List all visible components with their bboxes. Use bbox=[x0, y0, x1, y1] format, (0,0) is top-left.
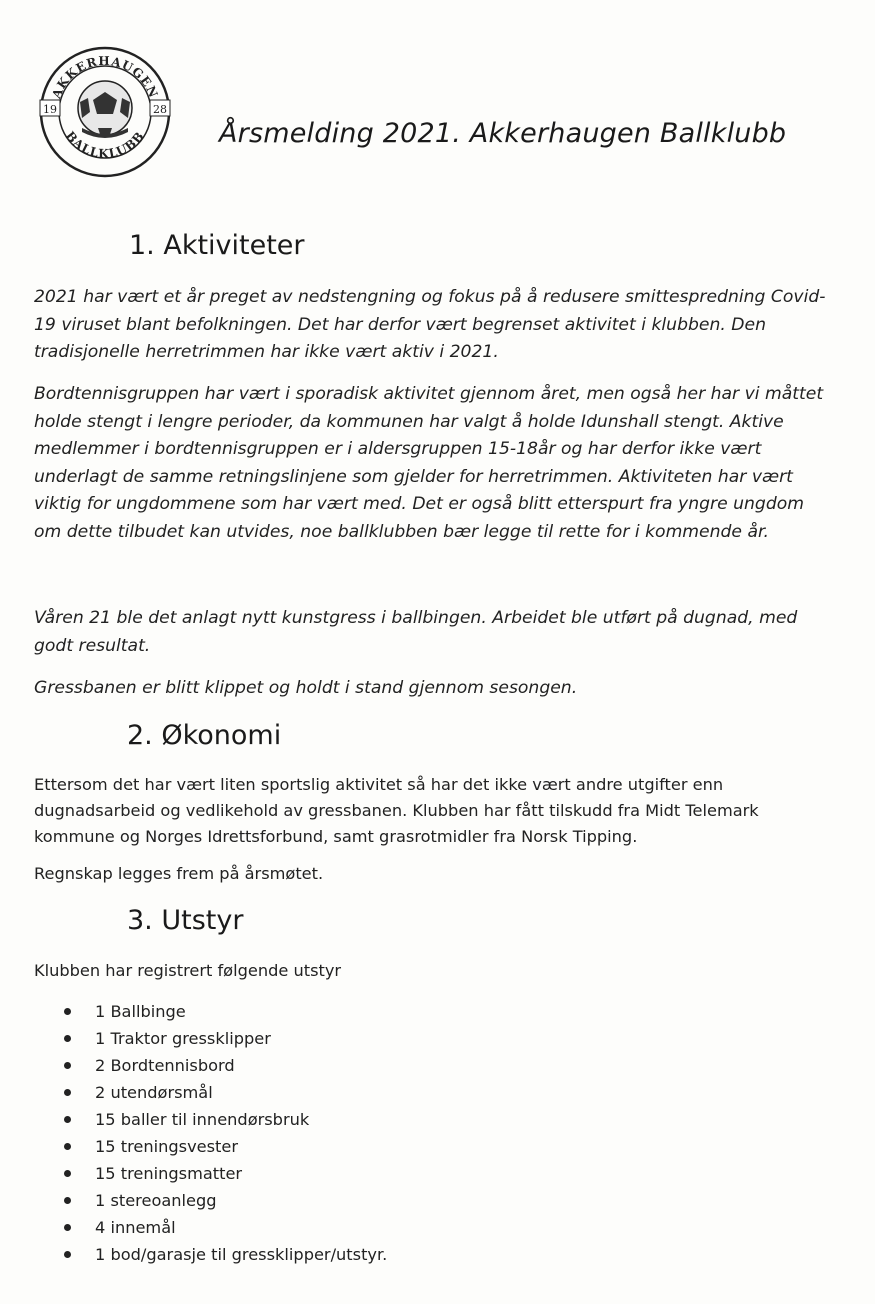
equipment-list bbox=[0, 998, 387, 1268]
list-item bbox=[0, 1160, 387, 1187]
list-item-label: 1 bod/garasje til gressklipper/utstyr. bbox=[95, 1245, 388, 1264]
list-item bbox=[0, 1133, 387, 1160]
section-heading-utstyr: 3. Utstyr bbox=[127, 905, 244, 936]
paragraph-kunstgress: Våren 21 ble det anlagt nytt kunstgress i ballbingen. Arbeidet ble utført på dugnad, med godt resultat. bbox=[34, 608, 798, 656]
section-heading-aktiviteter: 1. Aktiviteter bbox=[129, 230, 305, 261]
football-icon bbox=[78, 81, 132, 138]
list-item bbox=[0, 1052, 387, 1079]
club-logo bbox=[30, 40, 180, 180]
paragraph-economy: Ettersom det har vært liten sportslig aktivitet så har det ikke vært andre utgifter enn dugnadsarbeid og vedlikehold av gressbanen. Klubben har fått tilskudd fra Midt Telemark kommune og Norges Idrettsforbund, samt grasrotmidler fra Norsk Tipping. bbox=[34, 775, 759, 846]
bullet-icon bbox=[64, 1224, 71, 1231]
list-item-label: 15 baller til innendørsbruk bbox=[95, 1110, 310, 1129]
paragraph-bordtennis: Bordtennisgruppen har vært i sporadisk aktivitet gjennom året, men også her har vi måttet holde stengt i lengre perioder, da kommunen har valgt å holde Idunshall stengt. Aktive medlemmer i bordtennisgruppen er i aldersgruppen 15-18år og har derfor ikke vært underlagt de samme retningslinjene som gjelder for herretrimmen. Aktiviteten har vært viktig for ungdommene som har vært med. Det er også blitt etterspurt fra yngre ungdom om dette tilbudet kan utvides, noe ballklubben bær legge til rette for i kommende år. bbox=[34, 384, 824, 542]
bullet-icon bbox=[64, 1089, 71, 1096]
list-item-label: 4 innemål bbox=[95, 1218, 176, 1237]
list-item bbox=[0, 1241, 387, 1268]
paragraph-regnskap: Regnskap legges frem på årsmøtet. bbox=[34, 864, 324, 883]
equipment-intro: Klubben har registrert følgende utstyr bbox=[34, 961, 342, 980]
list-item bbox=[0, 1106, 387, 1133]
list-item-label: 15 treningsvester bbox=[95, 1137, 239, 1156]
paragraph-covid: 2021 har vært et år preget av nedstengning og fokus på å redusere smittespredning Covid-19 viruset blant befolkningen. Det har derfor vært begrenset aktivitet i klubben. Den tradisjonelle herretrimmen har ikke vært aktiv i 2021. bbox=[34, 287, 826, 362]
list-item-label: 1 Ballbinge bbox=[95, 1002, 186, 1021]
paragraph-gressbane: Gressbanen er blitt klippet og holdt i stand gjennom sesongen. bbox=[34, 678, 578, 698]
section-heading-okonomi: 2. Økonomi bbox=[127, 720, 282, 751]
list-item-label: 2 Bordtennisbord bbox=[95, 1056, 235, 1075]
bullet-icon bbox=[64, 1008, 71, 1015]
bullet-icon bbox=[64, 1143, 71, 1150]
list-item bbox=[0, 1187, 387, 1214]
document-title: Årsmelding 2021. Akkerhaugen Ballklubb bbox=[219, 118, 787, 149]
bullet-icon bbox=[64, 1035, 71, 1042]
logo-bottom-text: BALLKLUBB bbox=[62, 128, 148, 161]
list-item-label: 15 treningsmatter bbox=[95, 1164, 243, 1183]
bullet-icon bbox=[64, 1197, 71, 1204]
bullet-icon bbox=[64, 1170, 71, 1177]
logo-year-left: 19 bbox=[43, 103, 57, 116]
list-item bbox=[0, 1214, 387, 1241]
bullet-icon bbox=[64, 1116, 71, 1123]
list-item-label: 1 stereoanlegg bbox=[95, 1191, 217, 1210]
bullet-icon bbox=[64, 1251, 71, 1258]
list-item bbox=[0, 1025, 387, 1052]
list-item-label: 1 Traktor gressklipper bbox=[95, 1029, 271, 1048]
logo-year-right: 28 bbox=[153, 103, 167, 116]
list-item bbox=[0, 1079, 387, 1106]
bullet-icon bbox=[64, 1062, 71, 1069]
list-item-label: 2 utendørsmål bbox=[95, 1083, 213, 1102]
list-item bbox=[0, 998, 387, 1025]
logo-top-text: AKKERHAUGEN bbox=[49, 53, 161, 101]
